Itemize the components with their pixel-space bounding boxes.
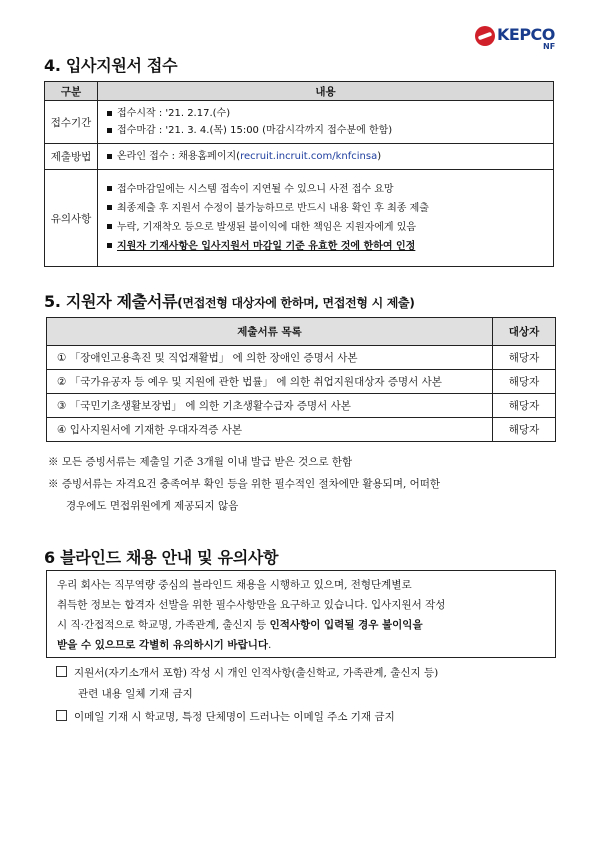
table-row: [47, 370, 556, 394]
caution-content: [98, 170, 554, 267]
period-content: [98, 101, 554, 144]
check-text: 이메일 기재 시 학교명, 특정 단체명이 드러나는 이메일 주소 기재 금지: [74, 711, 395, 723]
table-row: [47, 418, 556, 442]
document-target: 해당자: [493, 418, 556, 442]
checklist-item: [56, 663, 438, 705]
notice-end: .: [268, 639, 272, 651]
document-name: ③ 「국민기초생활보장법」 에 의한 기초생활수급자 증명서 사본: [47, 394, 493, 418]
notice-line: 취득한 정보는 합격자 선발을 위한 필수사항만을 요구하고 있습니다. 입사지원서 작성: [57, 599, 446, 611]
period-start: 접수시작 : '21. 2.17.(수): [106, 105, 545, 122]
header-category: 구분: [45, 82, 98, 101]
caution-emphasis: 지원자 기재사항은 입사지원서 마감일 기준 유효한 것에 한하여 인정: [106, 237, 545, 256]
blind-hiring-notice: [46, 570, 556, 658]
method-label: 제출방법: [45, 144, 98, 170]
notice-line: 시 직·간접적으로 학교명, 가족관계, 출신지 등: [57, 619, 270, 631]
kepco-logo-mark-icon: [475, 26, 495, 46]
document-name: ④ 입사지원서에 기재한 우대자격증 사본: [47, 418, 493, 442]
header-documents: 제출서류 목록: [47, 318, 493, 346]
note-validity: ※ 모든 증빙서류는 제출일 기준 3개월 이내 발급 받은 것으로 한함: [48, 456, 353, 468]
section6-title: 6 블라인드 채용 안내 및 유의사항: [44, 548, 279, 567]
caution-item: 접수마감일에는 시스템 접속이 지연될 수 있으니 사전 접수 요망: [106, 180, 545, 199]
kepco-nf-logo: [475, 24, 565, 50]
document-target: 해당자: [493, 370, 556, 394]
document-name: ① 「장애인고용촉진 및 직업재활법」 에 의한 장애인 증명서 사본: [47, 346, 493, 370]
notice-emphasis: 받을 수 있으므로 각별히 유의하시기 바랍니다: [57, 639, 268, 651]
caution-item: 최종제출 후 지원서 수정이 불가능하므로 반드시 내용 확인 후 최종 제출: [106, 199, 545, 218]
notice-emphasis: 인적사항이 입력될 경우 불이익을: [269, 619, 423, 631]
check-text-cont: 관련 내용 일체 기재 금지: [78, 688, 193, 700]
section5-title: [44, 289, 415, 312]
section5-title-paren: (면접전형 대상자에 한하며, 면접전형 시 제출): [177, 296, 415, 310]
checklist-item: [56, 707, 395, 728]
section5-title-main: 5. 지원자 제출서류: [44, 292, 178, 311]
method-suffix: ): [377, 151, 382, 162]
recruit-link[interactable]: recruit.incruit.com/knfcinsa: [240, 151, 378, 162]
caution-item: 누락, 기재착오 등으로 발생된 불이익에 대한 책임은 지원자에게 있음: [106, 218, 545, 237]
period-end: 접수마감 : '21. 3. 4.(목) 15:00 (마감시각까지 접수분에 한함): [106, 122, 545, 139]
note-usage: ※ 증빙서류는 자격요건 충족여부 확인 등을 위한 필수적인 절차에만 활용되며, 어떠한: [48, 478, 441, 490]
method-prefix: 온라인 접수 : 채용홈페이지(: [117, 151, 241, 162]
caution-label: 유의사항: [45, 170, 98, 267]
table-row: [47, 346, 556, 370]
header-target: 대상자: [493, 318, 556, 346]
document-name: ② 「국가유공자 등 예우 및 지원에 관한 법률」 에 의한 취업지원대상자 증명서 사본: [47, 370, 493, 394]
note-usage-cont: 경우에도 면접위원에게 제공되지 않음: [66, 500, 239, 512]
check-text: 지원서(자기소개서 포함) 작성 시 개인 인적사항(출신학교, 가족관계, 출신지 등): [74, 667, 439, 679]
checkbox-icon: [56, 666, 67, 677]
header-content: 내용: [98, 82, 554, 101]
documents-table: [46, 317, 556, 442]
period-label: 접수기간: [45, 101, 98, 144]
logo-sub: NF: [543, 42, 556, 51]
document-target: 해당자: [493, 346, 556, 370]
method-content: [98, 144, 554, 170]
section4-title: 4. 입사지원서 접수: [44, 56, 178, 75]
document-target: 해당자: [493, 394, 556, 418]
notice-line: 우리 회사는 직무역량 중심의 블라인드 채용을 시행하고 있으며, 전형단계별로: [57, 579, 412, 591]
table-row: [47, 394, 556, 418]
application-table: [44, 81, 554, 267]
checkbox-icon: [56, 710, 67, 721]
logo-wordmark: KEPCO: [497, 25, 555, 44]
